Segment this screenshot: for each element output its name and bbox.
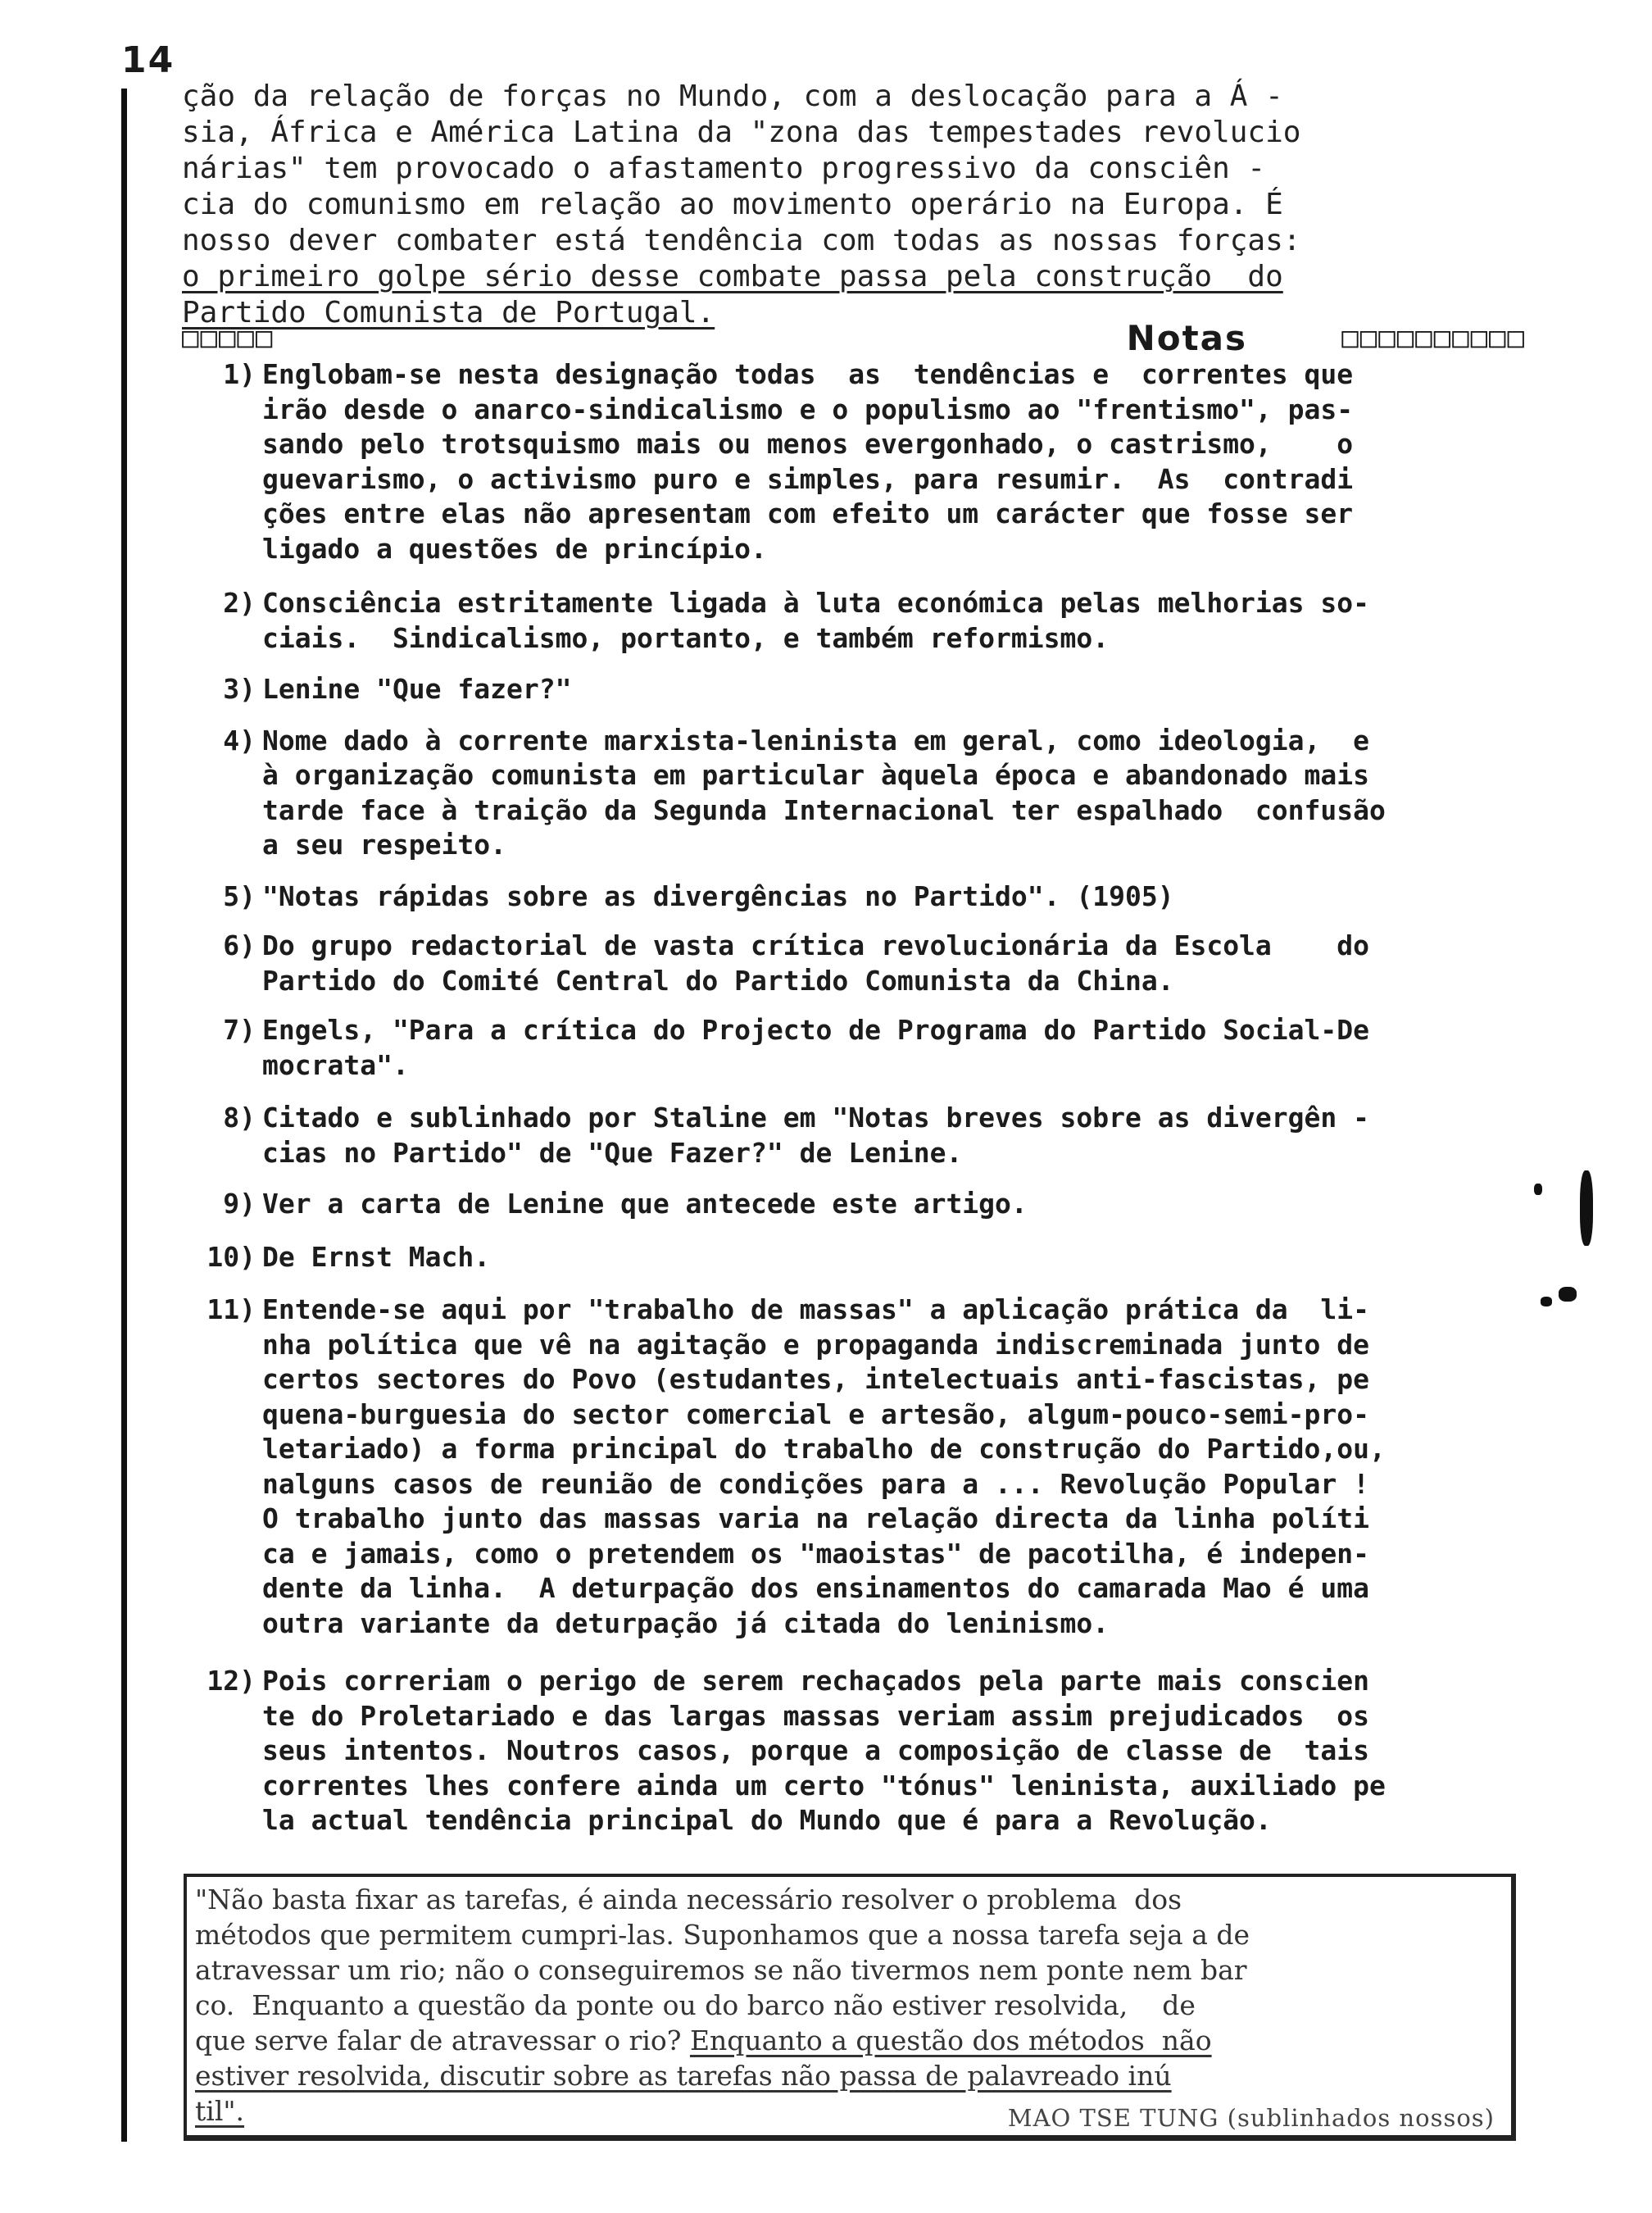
quote-line: "Não basta fixar as tarefas, é ainda necessário resolver o problema dos — [195, 1884, 1182, 1915]
note-line: Do grupo redactorial de vasta crítica revolucionária da Escola do — [262, 929, 1370, 961]
note-line: nha política que vê na agitação e propaganda indiscreminada junto de — [262, 1328, 1370, 1361]
intro-line: sia, África e América Latina da "zona das tempestades revolucio — [182, 116, 1301, 149]
note-line: ciais. Sindicalismo, portanto, e também reformismo. — [262, 621, 1110, 654]
decorative-boxes-left: □□□□□ — [182, 321, 275, 354]
note-item — [187, 929, 1531, 998]
quote-box — [184, 1874, 1516, 2141]
intro-underlined-line: o primeiro golpe sério desse combate passa pela construção do — [182, 260, 1283, 293]
note-text — [262, 929, 1531, 998]
note-item — [187, 586, 1531, 656]
note-text — [262, 1101, 1531, 1170]
note-line: sando pelo trotsquismo mais ou menos evergonhado, o castrismo, o — [262, 428, 1354, 460]
note-line: cias no Partido" de "Que Fazer?" de Lenine. — [262, 1136, 963, 1169]
note-line: ca e jamais, como o pretendem os "maoistas" de pacotilha, é indepen- — [262, 1537, 1370, 1570]
note-line: seus intentos. Noutros casos, porque a composição de classe de tais — [262, 1734, 1370, 1766]
notes-title: Notas — [1126, 318, 1247, 358]
quote-underlined-line: estiver resolvida, discutir sobre as tarefas não passa de palavreado inú — [195, 2060, 1172, 2092]
note-line: Pois correriam o perigo de serem rechaçados pela parte mais conscien — [262, 1665, 1370, 1697]
note-line: Engels, "Para a crítica do Projecto de Programa do Partido Social-De — [262, 1014, 1370, 1046]
note-number: 11) — [206, 1293, 256, 1325]
note-line: O trabalho junto das massas varia na relação directa da linha políti — [262, 1502, 1370, 1534]
page-number: 14 — [121, 39, 175, 81]
quote-underlined-line: que serve falar de atravessar o rio? Enquanto a questão dos métodos não — [195, 2024, 1212, 2056]
note-text — [262, 1187, 1531, 1222]
notes-header — [182, 318, 1526, 358]
note-number: 12) — [206, 1665, 256, 1697]
note-text — [262, 879, 1531, 915]
note-text — [262, 1240, 1531, 1275]
note-line: guevarismo, o activismo puro e simples, para resumir. As contradi — [262, 462, 1354, 495]
note-line: Lenine "Que fazer?" — [262, 673, 572, 705]
ink-blot — [1541, 1297, 1552, 1306]
note-line: Entende-se aqui por "trabalho de massas" a aplicação prática da li- — [262, 1293, 1370, 1325]
note-line: la actual tendência principal do Mundo que é para a Revolução. — [262, 1804, 1272, 1836]
note-text — [262, 357, 1531, 566]
note-text — [262, 1664, 1531, 1838]
note-item — [187, 1664, 1531, 1838]
note-line: Englobam-se nesta designação todas as tendências e correntes que — [262, 358, 1354, 390]
note-item — [187, 1101, 1531, 1170]
ink-blot — [1559, 1287, 1577, 1302]
note-number: 4) — [223, 724, 256, 757]
note-text — [262, 1293, 1531, 1641]
note-number: 2) — [223, 587, 256, 619]
intro-line: cia do comunismo em relação ao movimento operário na Europa. É — [182, 188, 1283, 221]
quote-line: métodos que permitem cumpri-las. Suponhamos que a nossa tarefa seja a de — [195, 1919, 1250, 1951]
quote-text — [195, 1882, 1503, 2129]
note-line: ções entre elas não apresentam com efeito um carácter que fosse ser — [262, 498, 1354, 529]
ink-blot — [1534, 1184, 1542, 1195]
note-item — [187, 1293, 1531, 1641]
note-number: 6) — [223, 929, 256, 961]
note-text — [262, 586, 1531, 656]
note-item — [187, 724, 1531, 863]
note-number: 9) — [223, 1188, 256, 1220]
intro-line: ção da relação de forças no Mundo, com a deslocação para a Á - — [182, 80, 1283, 113]
quote-line: co. Enquanto a questão da ponte ou do barco não estiver resolvida, de — [195, 1989, 1196, 2021]
note-line: nalguns casos de reunião de condições para a ... Revolução Popular ! — [262, 1467, 1370, 1500]
note-item — [187, 1240, 1531, 1275]
note-number: 5) — [223, 879, 256, 912]
note-item — [187, 672, 1531, 707]
note-item — [187, 357, 1531, 566]
note-number: 10) — [206, 1240, 256, 1273]
note-number: 1) — [223, 358, 256, 390]
intro-line: nárias" tem provocado o afastamento progressivo da consciên - — [182, 152, 1266, 185]
note-line: a seu respeito. — [262, 829, 507, 861]
note-line: Partido do Comité Central do Partido Comunista da China. — [262, 964, 1174, 997]
note-number: 7) — [223, 1014, 256, 1046]
note-item — [187, 879, 1531, 915]
note-line: certos sectores do Povo (estudantes, intelectuais anti-fascistas, pe — [262, 1363, 1370, 1395]
quote-line: atravessar um rio; não o conseguiremos se não tivermos nem ponte nem bar — [195, 1954, 1247, 1986]
note-number: 8) — [223, 1102, 256, 1134]
note-line: Consciência estritamente ligada à luta económica pelas melhorias so- — [262, 587, 1370, 619]
notes-list — [187, 357, 1531, 1838]
note-text — [262, 672, 1531, 707]
intro-line: nosso dever combater está tendência com todas as nossas forças: — [182, 224, 1301, 257]
note-line: mocrata". — [262, 1048, 409, 1081]
note-item — [187, 1187, 1531, 1222]
quote-underlined-line: til". — [195, 2095, 245, 2127]
note-line: Nome dado à corrente marxista-leninista em geral, como ideologia, e — [262, 724, 1370, 757]
note-line: quena-burguesia do sector comercial e artesão, algum-pouco-semi-pro- — [262, 1397, 1370, 1430]
note-line: te do Proletariado e das largas massas veriam assim prejudicados os — [262, 1699, 1370, 1732]
note-line: outra variante da deturpação já citada do leninismo. — [262, 1606, 1110, 1639]
decorative-boxes-right: □□□□□□□□□□ — [1341, 321, 1526, 354]
note-line: Citado e sublinhado por Staline em "Notas breves sobre as divergên - — [262, 1102, 1370, 1134]
intro-paragraph — [182, 79, 1526, 331]
note-line: correntes lhes confere ainda um certo "tónus" leninista, auxiliado pe — [262, 1769, 1386, 1802]
intro-underlined-line: Partido Comunista de Portugal. — [182, 296, 715, 329]
ink-blot — [1580, 1170, 1593, 1246]
note-line: à organização comunista em particular àquela época e abandonado mais — [262, 759, 1370, 791]
note-line: ligado a questões de princípio. — [262, 532, 767, 565]
note-line: "Notas rápidas sobre as divergências no Partido". (1905) — [262, 879, 1174, 912]
note-number: 3) — [223, 673, 256, 705]
note-item — [187, 1013, 1531, 1083]
note-line: Ver a carta de Lenine que antecede este artigo. — [262, 1188, 1028, 1220]
note-text — [262, 724, 1531, 863]
note-line: De Ernst Mach. — [262, 1240, 491, 1273]
note-line: tarde face à traição da Segunda Internacional ter espalhado confusão — [262, 793, 1386, 826]
note-line: dente da linha. A deturpação dos ensinamentos do camarada Mao é uma — [262, 1572, 1370, 1604]
note-line: irão desde o anarco-sindicalismo e o populismo ao "frentismo", pas- — [262, 393, 1354, 425]
note-text — [262, 1013, 1531, 1083]
note-line: letariado) a forma principal do trabalho de construção do Partido,ou, — [262, 1433, 1386, 1465]
margin-rule — [121, 89, 127, 2142]
quote-author: MAO TSE TUNG (sublinhados nossos) — [1007, 2104, 1495, 2132]
